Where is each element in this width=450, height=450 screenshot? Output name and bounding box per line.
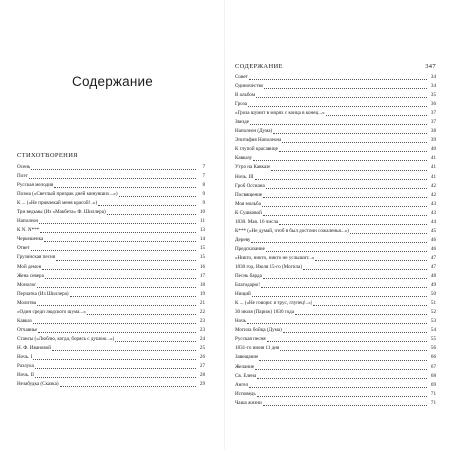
toc-entry-page: 29 (199, 381, 205, 388)
toc-entry-title: Отчаянье (17, 326, 38, 333)
toc-entry-title: Разлука (17, 363, 34, 370)
toc-entry (17, 353, 205, 362)
toc-entry-page: 51 (430, 300, 436, 307)
toc-entry (235, 182, 436, 191)
toc-entry (17, 272, 205, 281)
toc-entry-page: 54 (430, 327, 436, 334)
dot-leader (54, 187, 196, 188)
dot-leader (259, 360, 427, 361)
toc-entry (235, 136, 436, 145)
dot-leader (52, 350, 196, 351)
toc-entry (235, 326, 436, 335)
toc-entry (17, 362, 205, 371)
dot-leader (266, 188, 427, 189)
dot-leader (279, 224, 427, 225)
toc-entry-page: 36 (430, 101, 436, 108)
toc-entry (235, 118, 436, 127)
toc-entry-page: 24 (199, 335, 205, 342)
toc-entry (235, 82, 436, 91)
toc-entry (235, 163, 436, 172)
toc-entry (17, 299, 205, 308)
toc-entry-title: К ... («Не привлекай меня красой!..») (17, 200, 98, 207)
toc-entry (17, 290, 205, 299)
dot-leader (249, 387, 427, 388)
toc-entry-title: «Гроза шумит в морях с конца в конец...» (235, 110, 325, 117)
toc-entry (235, 353, 436, 362)
section-heading: СТИХОТВОРЕНИЯ (17, 152, 78, 159)
toc-entry-title: Нищий (235, 291, 251, 298)
toc-entry-page: 7 (202, 173, 205, 180)
toc-entry (235, 263, 436, 272)
toc-entry-title: Русская мелодия (17, 182, 54, 189)
dot-leader (255, 369, 427, 370)
toc-entry-page: 25 (199, 344, 205, 351)
toc-entry-page: 46 (430, 245, 436, 252)
toc-entry-page: 43 (430, 200, 436, 207)
toc-entry-title: Гроза (235, 101, 247, 108)
dot-leader (253, 160, 427, 161)
toc-entry-title: К*** («Не думай, чтоб я был достоин сожаленья...») (235, 227, 349, 234)
dot-leader (29, 178, 196, 179)
toc-entry-page: 39 (430, 137, 436, 144)
toc-entry-title: «Никто, никто, никто не услышит...» (235, 254, 315, 261)
toc-entry (235, 200, 436, 209)
page-title: Содержание (72, 74, 153, 89)
toc-entry-page: 11 (200, 218, 205, 225)
toc-entry (235, 173, 436, 182)
dot-leader (56, 260, 196, 261)
dot-leader (45, 278, 196, 279)
toc-entry-page: 35 (430, 92, 436, 99)
toc-entry (235, 227, 436, 236)
toc-entry-title: 1830. Мая. 16 числа (235, 218, 279, 225)
toc-list-right (235, 73, 436, 408)
dot-leader (40, 232, 196, 233)
dot-leader (31, 169, 196, 170)
dot-leader (247, 323, 427, 324)
toc-entry-page: 27 (199, 363, 205, 370)
toc-entry-title: Совет (235, 74, 248, 80)
toc-entry (235, 290, 436, 299)
toc-entry-page: 9 (202, 200, 205, 207)
toc-entry-title: 1831-го июня 11 дня (235, 345, 280, 352)
dot-leader (33, 323, 196, 324)
dot-leader (31, 250, 196, 251)
toc-entry-title: Три ведьмы (Из «Макбета» Ф. Шиллера) (17, 209, 106, 216)
right-page (225, 0, 450, 450)
toc-entry (17, 217, 205, 226)
dot-leader (38, 332, 196, 333)
dot-leader (98, 205, 196, 206)
running-head-title: СОДЕРЖАНИЕ (235, 63, 283, 70)
toc-entry-page: 40 (430, 146, 436, 153)
toc-entry (235, 109, 436, 118)
toc-entry-page: 55 (430, 336, 436, 343)
toc-entry-page: 41 (430, 155, 436, 162)
toc-entry-page: 34 (430, 74, 436, 80)
toc-entry-page: 15 (199, 254, 205, 261)
toc-entry-page: 43 (430, 209, 436, 216)
dot-leader (263, 197, 427, 198)
toc-entry-title: Чаша жизни (235, 399, 262, 406)
toc-entry-page: 49 (430, 282, 436, 289)
toc-entry-title: Могила бойца (Дума) (235, 327, 282, 334)
toc-entry-title: Жена севера (17, 272, 44, 279)
toc-entry-page: 28 (199, 372, 205, 379)
dot-leader (115, 341, 196, 342)
dot-leader (262, 206, 427, 207)
toc-entry-page: 71 (430, 399, 436, 406)
toc-entry-page: 14 (199, 236, 205, 243)
toc-entry (235, 91, 436, 100)
dot-leader (252, 296, 427, 297)
toc-entry-page: 68 (430, 372, 436, 379)
dot-leader (263, 405, 427, 406)
toc-entry (235, 344, 436, 353)
toc-entry-title: Наполеон (17, 218, 39, 225)
toc-entry-page: 22 (199, 308, 205, 315)
dot-leader (37, 287, 196, 288)
toc-entry-page: 7 (202, 164, 205, 170)
toc-entry (17, 235, 205, 244)
toc-entry-title: Благодарю! (235, 282, 260, 289)
toc-entry-title: Перчатка (Из Шиллера) (17, 290, 69, 297)
toc-entry-page: 23 (199, 317, 205, 324)
toc-entry-page: 37 (430, 119, 436, 126)
toc-entry-title: Песнь барда (235, 273, 262, 280)
toc-entry (17, 199, 205, 208)
toc-entry (235, 335, 436, 344)
dot-leader (107, 214, 196, 215)
dot-leader (283, 332, 427, 333)
dot-leader (280, 350, 427, 351)
dot-leader (271, 170, 427, 171)
toc-entry (17, 226, 205, 235)
dot-leader (33, 359, 196, 360)
toc-entry-page: 66 (430, 354, 436, 361)
dot-leader (248, 106, 427, 107)
toc-entry (235, 209, 436, 218)
toc-entry-title: Звезде (235, 119, 250, 126)
toc-entry-title: Поэма («Светлый призрак дней минувших...») (17, 191, 118, 198)
toc-entry (17, 208, 205, 217)
toc-entry-page: 41 (430, 173, 436, 180)
toc-list-left (17, 163, 205, 389)
toc-entry (17, 371, 205, 380)
toc-entry-title: Грузинская песня (17, 254, 56, 261)
dot-leader (250, 124, 427, 125)
toc-entry-title: 30 июля (Париж) 1830 года (235, 309, 295, 316)
toc-entry (17, 172, 205, 181)
toc-entry-page: 21 (199, 299, 205, 306)
dot-leader (256, 97, 427, 98)
toc-entry-title: Кавказу (235, 155, 253, 162)
toc-entry (235, 308, 436, 317)
dot-leader (266, 251, 427, 252)
toc-entry-page: 69 (430, 381, 436, 388)
toc-entry (17, 380, 205, 389)
toc-entry-title: Ночь. II (17, 372, 34, 379)
toc-entry (235, 272, 436, 281)
toc-entry-title: Наполеон (Дума) (235, 128, 273, 135)
toc-entry (235, 145, 436, 154)
toc-entry (17, 253, 205, 262)
dot-leader (44, 241, 196, 242)
toc-entry-title: Завещание (235, 354, 259, 361)
toc-entry-page: 47 (430, 254, 436, 261)
toc-entry-title: Стансы («Люблю, когда, борясь с душою...») (17, 335, 115, 342)
dot-leader (39, 223, 196, 224)
dot-leader (70, 296, 196, 297)
toc-entry-title: Желание (235, 363, 255, 370)
toc-entry-page: 8 (202, 182, 205, 189)
toc-entry-title: Ночь. I (17, 353, 33, 360)
toc-entry-title: К глупой красавице (235, 146, 278, 153)
toc-entry-title: Ночь (235, 318, 246, 325)
toc-entry-page: 44 (430, 218, 436, 225)
toc-entry-page: 56 (430, 345, 436, 352)
toc-entry-page: 47 (430, 263, 436, 270)
toc-entry-page: 52 (430, 309, 436, 316)
dot-leader (261, 287, 427, 288)
toc-entry-page: 15 (199, 245, 205, 252)
toc-entry-page: 38 (430, 128, 436, 135)
toc-entry-page: 26 (199, 353, 205, 360)
dot-leader (279, 151, 427, 152)
dot-leader (60, 386, 196, 387)
dot-leader (255, 179, 427, 180)
toc-entry-title: Моя мольба (235, 200, 261, 207)
toc-entry-title: Предсказание (235, 245, 265, 252)
dot-leader (257, 378, 427, 379)
toc-entry (235, 390, 436, 399)
toc-entry (17, 335, 205, 344)
toc-entry-page: 67 (430, 363, 436, 370)
toc-entry-page: 23 (199, 326, 205, 333)
toc-entry (17, 308, 205, 317)
dot-leader (263, 215, 427, 216)
toc-entry (17, 181, 205, 190)
toc-entry-title: К Сушковой (235, 209, 262, 216)
dot-leader (295, 314, 427, 315)
dot-leader (87, 314, 196, 315)
toc-entry (235, 399, 436, 408)
dot-leader (37, 305, 196, 306)
toc-entry (17, 281, 205, 290)
toc-entry-title: В альбом (235, 92, 256, 99)
dot-leader (315, 260, 427, 261)
toc-entry-title: Монолог (17, 281, 37, 288)
dot-leader (303, 269, 427, 270)
toc-entry-page: 18 (199, 281, 205, 288)
toc-entry-title: Н. Ф. Ивановой (17, 344, 51, 351)
toc-entry (17, 163, 205, 172)
toc-entry-title: Св. Елена (235, 372, 257, 379)
toc-entry (235, 245, 436, 254)
toc-entry (17, 263, 205, 272)
toc-entry-page: 45 (430, 227, 436, 234)
toc-entry-title: Дереву (235, 236, 251, 243)
toc-entry (17, 317, 205, 326)
toc-entry-title: 1830 год. Июля 15-го (Могила) (235, 263, 303, 270)
toc-entry (235, 154, 436, 163)
toc-entry (235, 218, 436, 227)
toc-entry (17, 326, 205, 335)
toc-entry (235, 236, 436, 245)
dot-leader (267, 341, 427, 342)
dot-leader (119, 196, 196, 197)
toc-entry-title: Осень (17, 164, 31, 170)
toc-entry-title: К N. N*** (17, 227, 40, 234)
toc-entry-title: К ... («Не говори: я трус, глупец!..») (235, 300, 313, 307)
toc-entry-title: Исповедь (235, 390, 256, 397)
toc-entry (235, 127, 436, 136)
toc-entry-page: 42 (430, 191, 436, 198)
toc-entry-title: Ответ (17, 245, 30, 252)
toc-entry-title: Черкешенка (17, 236, 44, 243)
toc-entry-title: Русская песня (235, 336, 266, 343)
toc-entry (235, 100, 436, 109)
toc-entry (235, 73, 436, 82)
toc-entry-title: Кавказ (17, 317, 32, 324)
dot-leader (326, 115, 427, 116)
page-number: 347 (425, 63, 436, 70)
toc-entry-page: 37 (430, 110, 436, 117)
toc-entry (235, 372, 436, 381)
toc-entry (17, 190, 205, 199)
toc-entry-page: 19 (199, 290, 205, 297)
toc-entry-page: 13 (199, 227, 205, 234)
toc-entry-page: 71 (430, 390, 436, 397)
dot-leader (35, 368, 196, 369)
dot-leader (350, 233, 427, 234)
toc-entry-title: Мой демон (17, 263, 42, 270)
dot-leader (249, 79, 427, 80)
dot-leader (282, 142, 427, 143)
toc-entry-page: 50 (430, 291, 436, 298)
toc-entry-page: 17 (199, 272, 205, 279)
toc-entry-title: Незабудка (Сказка) (17, 381, 59, 388)
toc-entry-title: Молитва (17, 299, 36, 306)
toc-entry-page: 41 (430, 164, 436, 171)
toc-entry-title: Гроб Оссиана (235, 182, 265, 189)
toc-entry (235, 363, 436, 372)
toc-entry (235, 317, 436, 326)
toc-entry (17, 244, 205, 253)
toc-entry-title: Эпитафия Наполеона (235, 137, 282, 144)
toc-entry-title: «Один среди людского шума...» (17, 308, 86, 315)
toc-entry-page: 10 (199, 209, 205, 216)
toc-entry (235, 381, 436, 390)
toc-entry-page: 48 (430, 273, 436, 280)
dot-leader (35, 377, 196, 378)
toc-entry-page: 16 (199, 263, 205, 270)
toc-entry (235, 191, 436, 200)
dot-leader (263, 278, 427, 279)
toc-entry (17, 344, 205, 353)
running-head (235, 63, 436, 70)
toc-entry-page: 53 (430, 318, 436, 325)
toc-entry-title: Утро на Кавказе (235, 164, 271, 171)
toc-entry (235, 254, 436, 263)
toc-entry-title: Посвящение (235, 191, 263, 198)
dot-leader (273, 133, 427, 134)
dot-leader (251, 242, 427, 243)
dot-leader (42, 269, 196, 270)
toc-entry (235, 299, 436, 308)
dot-leader (313, 305, 427, 306)
toc-entry-page: 9 (202, 191, 205, 198)
toc-entry-page: 46 (430, 236, 436, 243)
dot-leader (257, 396, 427, 397)
toc-entry-title: Ночь. III (235, 173, 254, 180)
toc-entry-title: Поэт (17, 173, 28, 180)
dot-leader (264, 88, 427, 89)
toc-entry-title: Одиночество (235, 83, 264, 90)
toc-entry-page: 42 (430, 182, 436, 189)
toc-entry (235, 281, 436, 290)
toc-entry-page: 34 (430, 83, 436, 90)
toc-entry-title: Ангел (235, 381, 249, 388)
